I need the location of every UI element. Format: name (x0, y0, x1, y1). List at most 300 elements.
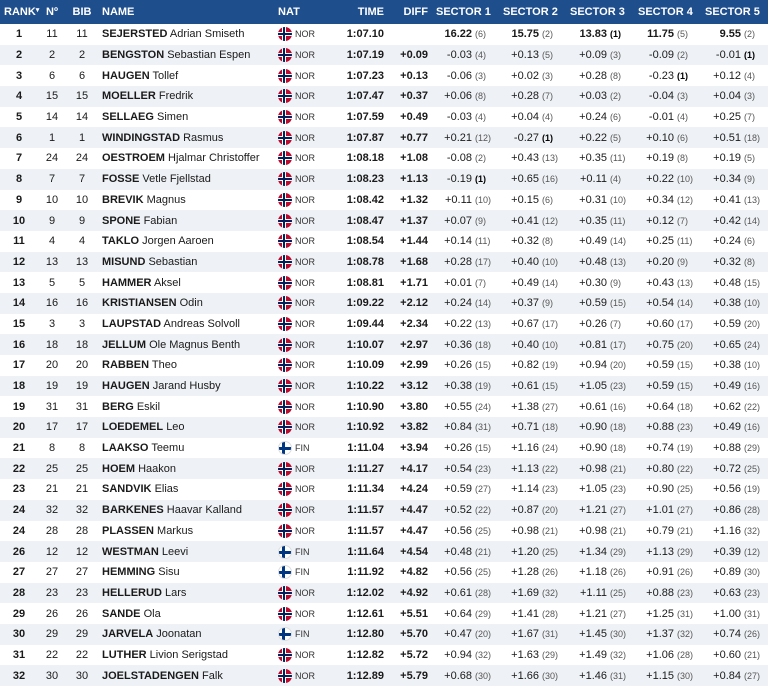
table-row[interactable] (0, 500, 768, 521)
nation-code: NOR (295, 174, 315, 185)
athlete-name[interactable] (98, 562, 274, 583)
no-cell: 8 (48, 442, 56, 455)
sector-time: +0.22 (646, 173, 674, 186)
sector-rank: (10) (744, 298, 761, 309)
no-cell: 3 (48, 317, 56, 330)
sector-time: 9.55 (719, 28, 741, 41)
sector-time: +0.61 (579, 400, 607, 413)
sector-rank: (9) (475, 215, 486, 226)
table-row[interactable] (0, 645, 768, 666)
norway-flag-icon (278, 317, 292, 331)
nation-cell (274, 645, 338, 666)
nation-cell (274, 355, 338, 376)
diff-cell: +2.97 (400, 338, 428, 351)
sector-time: +0.84 (713, 669, 741, 682)
rank-cell: 1 (15, 28, 23, 41)
rank-cell: 6 (15, 131, 23, 144)
sector-time: +0.03 (579, 90, 607, 103)
header-sector-5[interactable]: SECTOR 5 (705, 6, 760, 18)
norway-flag-icon (278, 607, 292, 621)
sector-time: +1.38 (511, 400, 539, 413)
sector-time: +0.60 (646, 317, 674, 330)
sector-rank: (3) (542, 70, 553, 81)
athlete-name[interactable] (98, 334, 274, 355)
sector-rank: (29) (744, 443, 761, 454)
results-body (0, 24, 768, 686)
table-row[interactable] (0, 521, 768, 542)
sector-rank: (31) (677, 608, 694, 619)
athlete-name[interactable] (98, 376, 274, 397)
nation-code: NOR (295, 587, 315, 598)
sector-rank: (18) (610, 443, 627, 454)
sector-time: -0.23 (648, 69, 674, 82)
diff-cell: +4.24 (400, 483, 428, 496)
sector-1-cell (432, 396, 499, 417)
table-row[interactable] (0, 562, 768, 583)
nation-code: NOR (295, 50, 315, 61)
sector-rank: (13) (677, 277, 694, 288)
athlete-last-name: MISUND (102, 255, 146, 268)
rank-cell: 10 (12, 214, 26, 227)
sector-rank: (10) (677, 174, 694, 185)
sector-time: +0.88 (646, 586, 674, 599)
sector-rank: (29) (610, 546, 627, 557)
sector-2-cell (499, 293, 566, 314)
sector-rank: (18) (475, 339, 492, 350)
header-sector-3[interactable]: SECTOR 3 (570, 6, 625, 18)
header-no[interactable]: Nº (46, 6, 58, 18)
no-cell: 18 (45, 338, 59, 351)
nation-cell (274, 45, 338, 66)
table-row[interactable] (0, 148, 768, 169)
sector-3-cell (566, 252, 634, 273)
sector-time: -0.03 (446, 49, 472, 62)
table-row[interactable] (0, 169, 768, 190)
nation-code: NOR (295, 91, 315, 102)
sector-time: +0.48 (713, 276, 741, 289)
sector-time: 16.22 (444, 28, 472, 41)
sector-rank: (4) (744, 70, 755, 81)
sector-3-cell (566, 521, 634, 542)
sector-3-cell (566, 272, 634, 293)
sector-rank: (7) (677, 215, 688, 226)
athlete-name[interactable] (98, 190, 274, 211)
sector-rank: (10) (542, 339, 559, 350)
time-cell: 1:12.80 (346, 628, 384, 641)
sector-rank: (26) (744, 629, 761, 640)
sector-time: +0.49 (511, 276, 539, 289)
table-row[interactable] (0, 24, 768, 45)
sector-rank: (1) (744, 50, 755, 61)
sector-time: +0.20 (646, 255, 674, 268)
rank-cell: 27 (12, 566, 26, 579)
rank-cell: 14 (12, 297, 26, 310)
sector-time: +0.14 (444, 235, 472, 248)
sector-3-cell (566, 438, 634, 459)
table-row[interactable] (0, 334, 768, 355)
sector-time: -0.04 (648, 90, 674, 103)
athlete-name[interactable] (98, 65, 274, 86)
table-row[interactable] (0, 107, 768, 128)
header-sector-2[interactable]: SECTOR 2 (503, 6, 558, 18)
norway-flag-icon (278, 214, 292, 228)
sector-rank: (7) (744, 112, 755, 123)
sector-time: -0.03 (446, 111, 472, 124)
table-row[interactable] (0, 272, 768, 293)
sector-time: +0.35 (579, 214, 607, 227)
table-row[interactable] (0, 541, 768, 562)
no-cell: 31 (45, 400, 59, 413)
table-row[interactable] (0, 252, 768, 273)
table-row[interactable] (0, 624, 768, 645)
sector-4-cell (634, 252, 701, 273)
sector-time: +0.61 (511, 380, 539, 393)
sector-time: +0.38 (713, 359, 741, 372)
sector-rank: (6) (744, 236, 755, 247)
athlete-last-name: HAUGEN (102, 380, 150, 393)
sector-rank: (28) (542, 608, 559, 619)
sector-rank: (30) (677, 670, 694, 681)
athlete-last-name: BERG (102, 400, 134, 413)
table-row[interactable] (0, 417, 768, 438)
nation-code: NOR (295, 318, 315, 329)
athlete-name[interactable] (98, 603, 274, 624)
sector-time: +0.74 (713, 628, 741, 641)
sector-4-cell (634, 334, 701, 355)
nation-code: FIN (295, 629, 310, 640)
sector-4-cell (634, 458, 701, 479)
sector-time: +0.12 (713, 69, 741, 82)
table-row[interactable] (0, 583, 768, 604)
nation-code: NOR (295, 70, 315, 81)
finland-flag-icon (278, 565, 292, 579)
sector-time: +1.28 (511, 566, 539, 579)
rank-cell: 7 (15, 152, 23, 165)
sector-rank: (23) (610, 381, 627, 392)
bib-cell: 30 (75, 669, 89, 682)
diff-cell: +1.71 (400, 276, 428, 289)
sector-2-cell (499, 231, 566, 252)
sector-rank: (1) (542, 132, 553, 143)
athlete-name[interactable] (98, 479, 274, 500)
athlete-last-name: HELLERUD (102, 586, 162, 599)
sector-4-cell (634, 45, 701, 66)
athlete-name[interactable] (98, 500, 274, 521)
norway-flag-icon (278, 400, 292, 414)
header-name[interactable]: NAME (102, 6, 135, 18)
sector-time: +0.12 (646, 214, 674, 227)
sector-rank: (9) (542, 298, 553, 309)
athlete-first-name: Ola (143, 607, 161, 620)
header-nat[interactable]: NAT (278, 6, 300, 18)
header-time[interactable]: TIME (357, 6, 384, 18)
sector-time: +0.74 (646, 442, 674, 455)
no-cell: 29 (45, 628, 59, 641)
athlete-name[interactable] (98, 396, 274, 417)
athlete-first-name: Joonatan (156, 628, 202, 641)
no-cell: 12 (45, 545, 59, 558)
sector-rank: (11) (610, 153, 626, 164)
athlete-last-name: JOELSTADENGEN (102, 669, 199, 682)
sector-time: +0.94 (579, 359, 607, 372)
no-cell: 30 (45, 669, 59, 682)
athlete-name[interactable] (98, 107, 274, 128)
norway-flag-icon (278, 503, 292, 517)
sector-1-cell (432, 272, 499, 293)
sector-3-cell (566, 603, 634, 624)
sector-rank: (25) (475, 525, 492, 536)
athlete-name[interactable] (98, 355, 274, 376)
athlete-name[interactable] (98, 252, 274, 273)
athlete-first-name: Adrian Smiseth (169, 28, 245, 41)
athlete-first-name: Eskil (136, 400, 161, 413)
sector-3-cell (566, 500, 634, 521)
no-cell: 21 (45, 483, 59, 496)
athlete-name[interactable] (98, 169, 274, 190)
nation-code: NOR (295, 256, 315, 267)
sector-time: +0.31 (579, 193, 607, 206)
rank-cell: 8 (15, 173, 23, 186)
sector-1-cell (432, 107, 499, 128)
sector-rank: (14) (610, 236, 627, 247)
athlete-name[interactable] (98, 24, 274, 45)
sector-rank: (18) (610, 422, 627, 433)
nation-cell (274, 417, 338, 438)
sector-time: +0.24 (444, 297, 472, 310)
sector-2-cell (499, 334, 566, 355)
table-row[interactable] (0, 127, 768, 148)
sector-3-cell (566, 396, 634, 417)
sector-time: +0.59 (579, 297, 607, 310)
sector-1-cell (432, 127, 499, 148)
sector-3-cell (566, 293, 634, 314)
table-row[interactable] (0, 376, 768, 397)
bib-cell: 16 (75, 297, 89, 310)
nation-cell (274, 376, 338, 397)
athlete-first-name: Leo (166, 421, 185, 434)
no-cell: 10 (45, 193, 59, 206)
athlete-last-name: MOELLER (102, 90, 156, 103)
sector-time: +0.41 (713, 193, 741, 206)
sector-time: +0.98 (579, 524, 607, 537)
sector-rank: (3) (677, 91, 688, 102)
sector-4-cell (634, 65, 701, 86)
athlete-name[interactable] (98, 541, 274, 562)
table-row[interactable] (0, 603, 768, 624)
sector-time: +0.11 (444, 193, 472, 206)
rank-cell: 12 (12, 255, 26, 268)
table-row[interactable] (0, 45, 768, 66)
sector-rank: (22) (677, 463, 694, 474)
athlete-name[interactable] (98, 645, 274, 666)
sector-5-cell (701, 479, 768, 500)
sector-time: +0.52 (444, 504, 472, 517)
athlete-first-name: Ole Magnus Benth (149, 338, 241, 351)
table-row[interactable] (0, 314, 768, 335)
athlete-name[interactable] (98, 86, 274, 107)
table-row[interactable] (0, 293, 768, 314)
table-row[interactable] (0, 396, 768, 417)
sector-3-cell (566, 45, 634, 66)
header-rank[interactable]: RANK▾ (4, 6, 40, 18)
sector-rank: (22) (744, 401, 761, 412)
bib-cell: 29 (75, 628, 89, 641)
athlete-name[interactable] (98, 458, 274, 479)
sector-time: +0.49 (713, 421, 741, 434)
athlete-first-name: Elias (154, 483, 179, 496)
sector-time: +0.90 (579, 442, 607, 455)
sector-rank: (27) (744, 670, 761, 681)
table-row[interactable] (0, 665, 768, 686)
sector-rank: (28) (677, 649, 694, 660)
sector-time: +0.84 (444, 421, 472, 434)
sector-time: +0.63 (713, 586, 741, 599)
time-cell: 1:08.18 (346, 152, 384, 165)
table-row[interactable] (0, 86, 768, 107)
rank-cell: 22 (12, 462, 26, 475)
diff-cell: +3.94 (400, 442, 428, 455)
no-cell: 28 (45, 524, 59, 537)
nation-cell (274, 624, 338, 645)
sector-rank: (8) (610, 70, 621, 81)
sector-5-cell (701, 624, 768, 645)
sector-time: +0.30 (579, 276, 607, 289)
bib-cell: 2 (78, 49, 86, 62)
sector-time: +1.14 (511, 483, 539, 496)
sector-1-cell (432, 24, 499, 45)
sector-2-cell (499, 252, 566, 273)
sector-rank: (9) (677, 256, 688, 267)
athlete-first-name: Theo (151, 359, 177, 372)
athlete-name[interactable] (98, 293, 274, 314)
diff-cell: +0.49 (400, 111, 428, 124)
no-cell: 14 (45, 111, 59, 124)
sector-4-cell (634, 521, 701, 542)
sector-time: +1.34 (579, 545, 607, 558)
sector-4-cell (634, 210, 701, 231)
sector-rank: (25) (475, 567, 492, 578)
time-cell: 1:07.23 (346, 69, 384, 82)
athlete-last-name: BARKENES (102, 504, 164, 517)
sector-time: +0.22 (444, 317, 472, 330)
sector-5-cell (701, 272, 768, 293)
sector-3-cell (566, 645, 634, 666)
athlete-first-name: Teemu (151, 442, 185, 455)
athlete-first-name: Andreas Solvoll (163, 317, 240, 330)
table-row[interactable] (0, 438, 768, 459)
nation-cell (274, 24, 338, 45)
sector-5-cell (701, 665, 768, 686)
athlete-name[interactable] (98, 314, 274, 335)
header-sector-1[interactable]: SECTOR 1 (436, 6, 491, 18)
no-cell: 24 (45, 152, 59, 165)
time-cell: 1:08.42 (346, 193, 384, 206)
sector-rank: (10) (744, 360, 761, 371)
sector-rank: (16) (744, 422, 761, 433)
athlete-name[interactable] (98, 148, 274, 169)
table-row[interactable] (0, 355, 768, 376)
athlete-name[interactable] (98, 624, 274, 645)
athlete-name[interactable] (98, 583, 274, 604)
sector-time: +0.42 (713, 214, 741, 227)
sector-5-cell (701, 438, 768, 459)
sector-time: +0.48 (444, 545, 472, 558)
header-bib[interactable]: BIB (72, 6, 92, 18)
sector-rank: (5) (744, 153, 755, 164)
athlete-name[interactable] (98, 45, 274, 66)
table-row[interactable] (0, 190, 768, 211)
time-cell: 1:11.04 (347, 442, 384, 455)
sector-1-cell (432, 231, 499, 252)
athlete-last-name: PLASSEN (102, 524, 154, 537)
header-diff[interactable]: DIFF (403, 6, 428, 18)
diff-cell: +3.80 (400, 400, 428, 413)
athlete-name[interactable] (98, 210, 274, 231)
bib-cell: 22 (75, 648, 89, 661)
sector-1-cell (432, 252, 499, 273)
athlete-name[interactable] (98, 272, 274, 293)
sector-rank: (18) (542, 422, 559, 433)
sector-4-cell (634, 127, 701, 148)
table-row[interactable] (0, 65, 768, 86)
diff-cell: +4.82 (400, 566, 428, 579)
sector-time: +0.60 (713, 648, 741, 661)
athlete-name[interactable] (98, 231, 274, 252)
sector-time: +0.13 (511, 49, 539, 62)
sector-time: +1.01 (646, 504, 674, 517)
bib-cell: 21 (75, 483, 89, 496)
athlete-name[interactable] (98, 521, 274, 542)
nation-cell (274, 190, 338, 211)
athlete-last-name: HAUGEN (102, 69, 150, 82)
nation-code: NOR (295, 422, 315, 433)
athlete-name[interactable] (98, 438, 274, 459)
athlete-last-name: LAUPSTAD (102, 317, 162, 330)
sector-rank: (21) (542, 525, 559, 536)
sector-1-cell (432, 169, 499, 190)
bib-cell: 31 (75, 400, 89, 413)
sector-time: +0.34 (646, 193, 674, 206)
athlete-first-name: Livion Serigstad (149, 648, 228, 661)
sector-2-cell (499, 541, 566, 562)
sector-2-cell (499, 500, 566, 521)
table-row[interactable] (0, 231, 768, 252)
sector-1-cell (432, 190, 499, 211)
nation-code: NOR (295, 298, 315, 309)
sector-time: +0.22 (579, 131, 607, 144)
time-cell: 1:10.90 (346, 400, 384, 413)
athlete-last-name: SEJERSTED (102, 28, 168, 41)
athlete-name[interactable] (98, 417, 274, 438)
sector-rank: (12) (475, 132, 492, 143)
athlete-last-name: LOEDEMEL (102, 421, 164, 434)
sector-5-cell (701, 231, 768, 252)
table-row[interactable] (0, 458, 768, 479)
table-row[interactable] (0, 479, 768, 500)
sector-time: +0.24 (579, 111, 607, 124)
athlete-name[interactable] (98, 665, 274, 686)
norway-flag-icon (278, 255, 292, 269)
header-sector-4[interactable]: SECTOR 4 (638, 6, 693, 18)
time-cell: 1:12.61 (346, 607, 384, 620)
athlete-first-name: Magnus (146, 193, 186, 206)
athlete-name[interactable] (98, 127, 274, 148)
diff-cell: +4.17 (400, 462, 428, 475)
sector-4-cell (634, 231, 701, 252)
table-row[interactable] (0, 210, 768, 231)
sector-time: +1.41 (511, 607, 539, 620)
sector-5-cell (701, 396, 768, 417)
